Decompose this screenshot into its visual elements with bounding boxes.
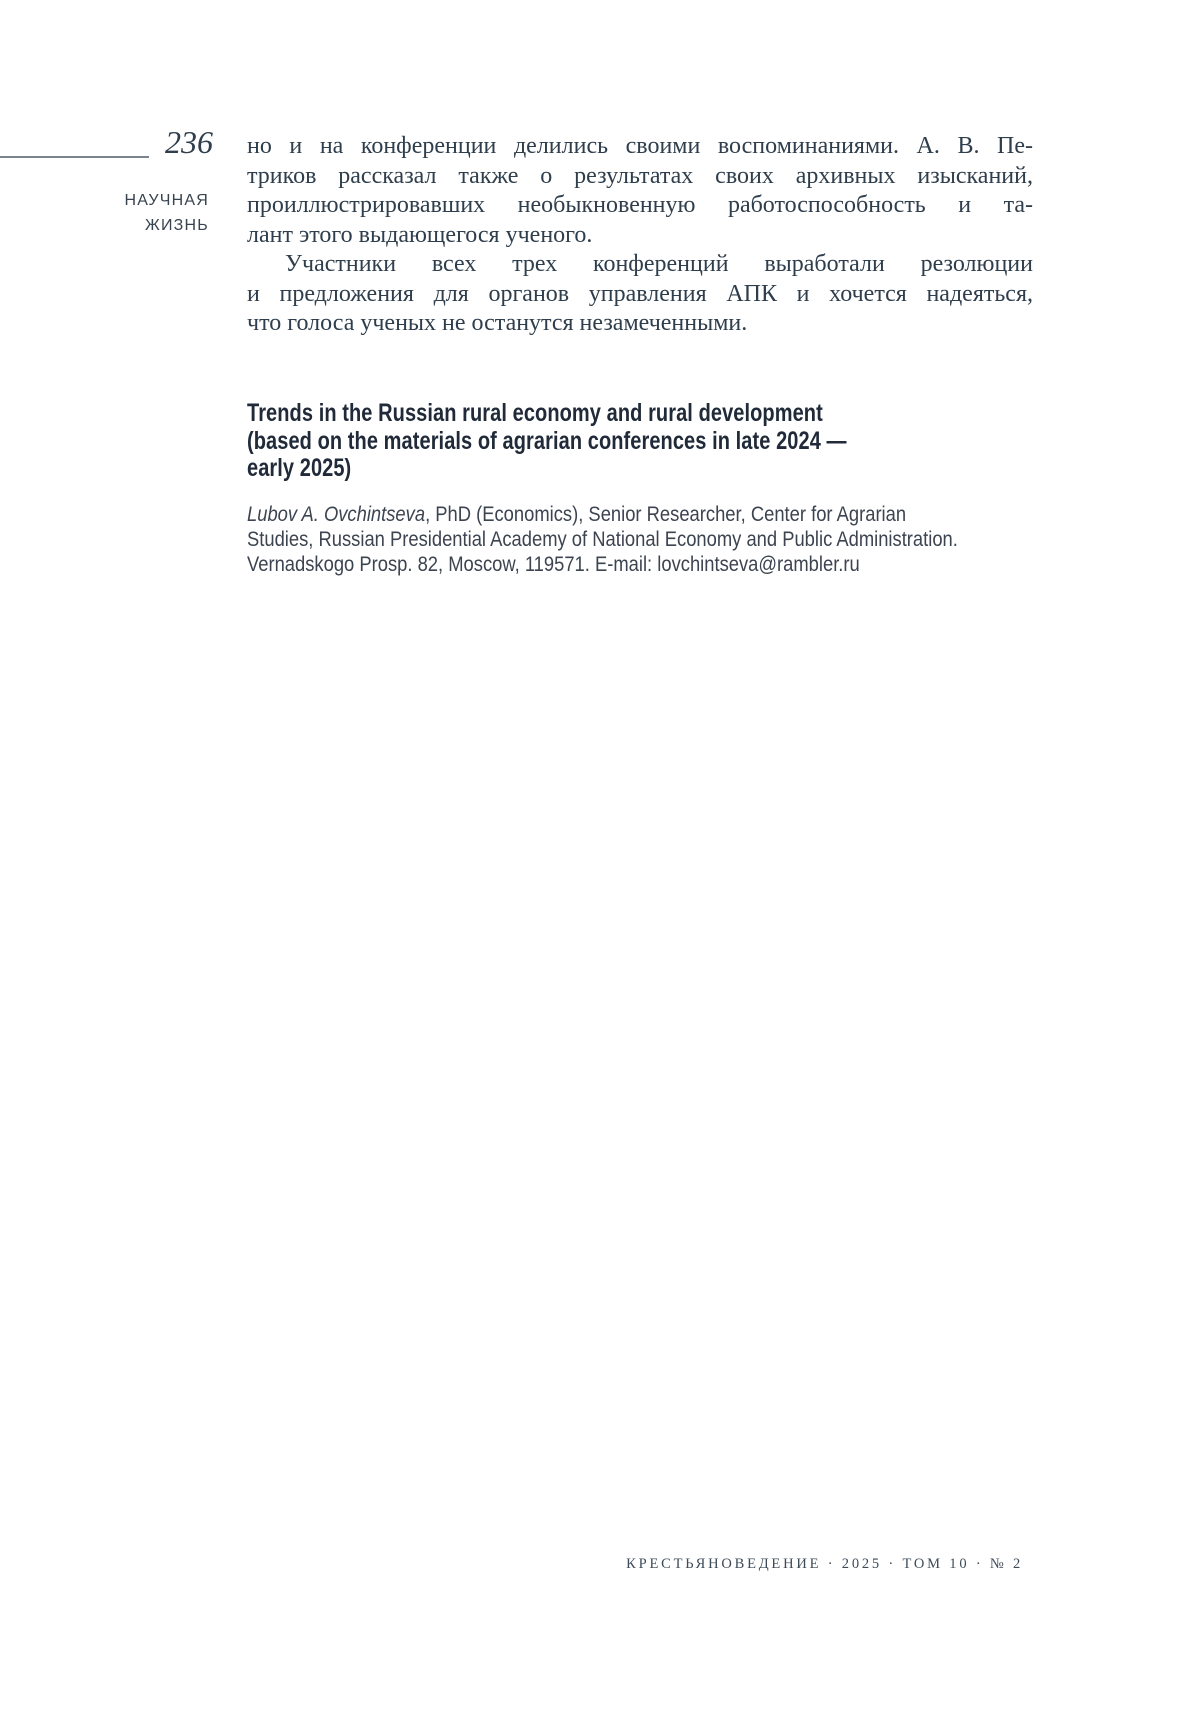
section-label [0, 188, 209, 238]
paragraph-line: проиллюстрировавших необыкновенную работоспособность и та- [247, 192, 1033, 218]
section-label-line-1: НАУЧНАЯ [124, 192, 209, 209]
author-line-2: Studies, Russian Presidential Academy of National Economy and Public Administration. [247, 528, 958, 551]
paragraph-line: и предложения для органов управления АПК и хочется надеяться, [247, 280, 1033, 307]
paragraph-line: лант этого выдающегося ученого. [247, 221, 593, 248]
section-label-line-2: ЖИЗНЬ [145, 217, 209, 234]
title-line-3: early 2025) [247, 454, 352, 482]
body-paragraphs [247, 132, 1033, 339]
title-line-1: Trends in the Russian rural economy and rural development [247, 399, 823, 427]
author-credentials: , PhD (Economics), Senior Researcher, Center for Agrarian [425, 503, 907, 526]
page-number: 236 [165, 124, 213, 160]
author-line-3: Vernadskogo Prosp. 82, Moscow, 119571. E-mail: lovchintseva@rambler.ru [247, 553, 860, 576]
journal-footer: КРЕСТЬЯНОВЕДЕНИЕ · 2025 · ТОМ 10 · № 2 [626, 1556, 1023, 1572]
author-affiliation [247, 502, 1035, 577]
paragraph-line: триков рассказал также о результатах своих архивных изысканий, [247, 162, 1033, 189]
article-title-english [247, 400, 943, 483]
title-line-2: (based on the materials of agrarian conferences in late 2024 — [247, 426, 847, 455]
paragraph-line: Участники всех трех конференций выработали резолюции [285, 251, 1033, 277]
paragraph-line: но и на конференции делились своими воспоминаниями. А. В. Пе- [247, 133, 1033, 159]
author-name: Lubov A. Ovchintseva [247, 503, 426, 526]
author-line-1 [247, 502, 1035, 527]
paragraph-line: что голоса ученых не останутся незамеченными. [247, 310, 748, 336]
